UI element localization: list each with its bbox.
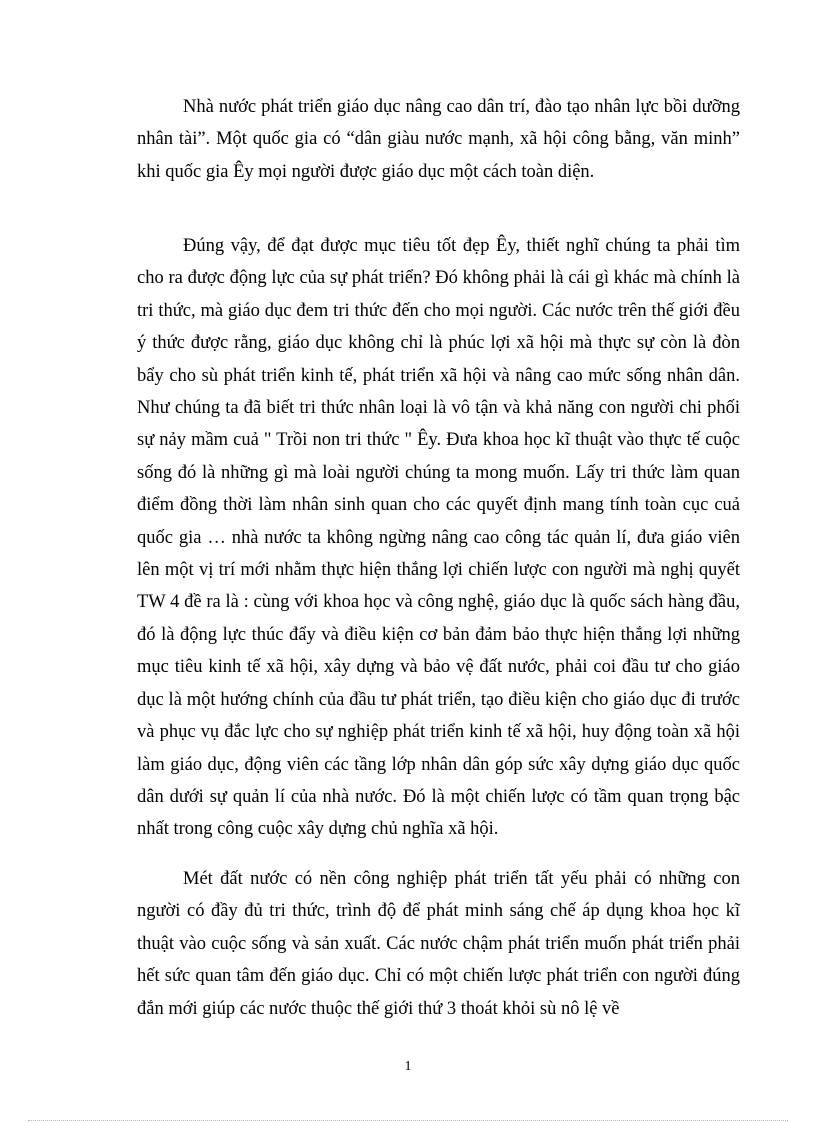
paragraph-2: Đúng vậy, để đạt được mục tiêu tốt đẹp Êy, thiết nghĩ chúng ta phải tìm cho ra được động lực của sự phát triển? Đó không phải là cái gì khác mà chính là tri thức, mà giáo dục đem tri thức đến cho mọi người. Các nước trên thế giới đều ý thức được rằng, giáo dục không chỉ là phúc lợi xã hội mà thực sự còn là đòn bẩy cho sù phát triển kinh tế, phát triển xã hội và nâng cao mức sống nhân dân. Như chúng ta đã biết tri thức nhân loại là vô tận và khả năng con người chi phối sự nảy mầm cuả " Trồi non tri thức " Êy. Đưa khoa học kĩ thuật vào thực tế cuộc sống đó là những gì mà loài người chúng ta mong muốn. Lấy tri thức làm quan điểm đồng thời làm nhân sinh quan cho các quyết định mang tính toàn cục cuả quốc gia … nhà nước ta không ngừng nâng cao công tác quản lí, đưa giáo viên lên một vị trí mới nhằm thực hiện thắng lợi chiến lược con người mà nghị quyết TW 4 đề ra là : cùng với khoa học và công nghệ, giáo dục là quốc sách hàng đầu, đó là động lực thúc đẩy và điều kiện cơ bản đảm bảo thực hiện thắng lợi những mục tiêu kinh tế xã hội, xây dựng và bảo vệ đất nước, phải coi đầu tư cho giáo dục là một hướng chính của đầu tư phát triển, tạo điều kiện cho giáo dục đi trước và phục vụ đắc lực cho sự nghiệp phát triển kinh tế xã hội, huy động toàn xã hội làm giáo dục, động viên các tầng lớp nhân dân góp sức xây dựng giáo dục quốc dân dưới sự quản lí của nhà nước. Đó là một chiến lược có tầm quan trọng bậc nhất trong công cuộc xây dựng chủ nghĩa xã hội. (137, 236, 740, 840)
page-number: 1 (404, 1059, 412, 1074)
footer-divider (28, 1120, 788, 1121)
paragraph-3: Mét đất nước có nền công nghiệp phát triển tất yếu phải có những con người có đầy đủ tri thức, trình độ để phát minh sáng chế áp dụng khoa học kĩ thuật vào cuộc sống và sản xuất. Các nước chậm phát triển muốn phát triển phải hết sức quan tâm đến giáo dục. Chỉ có một chiến lược phát triển con người đúng đắn mới giúp các nước thuộc thế giới thứ 3 thoát khỏi sù nô lệ về (137, 869, 740, 1019)
paragraph-1: Nhà nước phát triển giáo dục nâng cao dân trí, đào tạo nhân lực bồi dưỡng nhân tài”. Một quốc gia có “dân giàu nước mạnh, xã hội công bằng, văn minh” khi quốc gia Êy mọi người được giáo dục một cách toàn diện. (137, 97, 740, 182)
